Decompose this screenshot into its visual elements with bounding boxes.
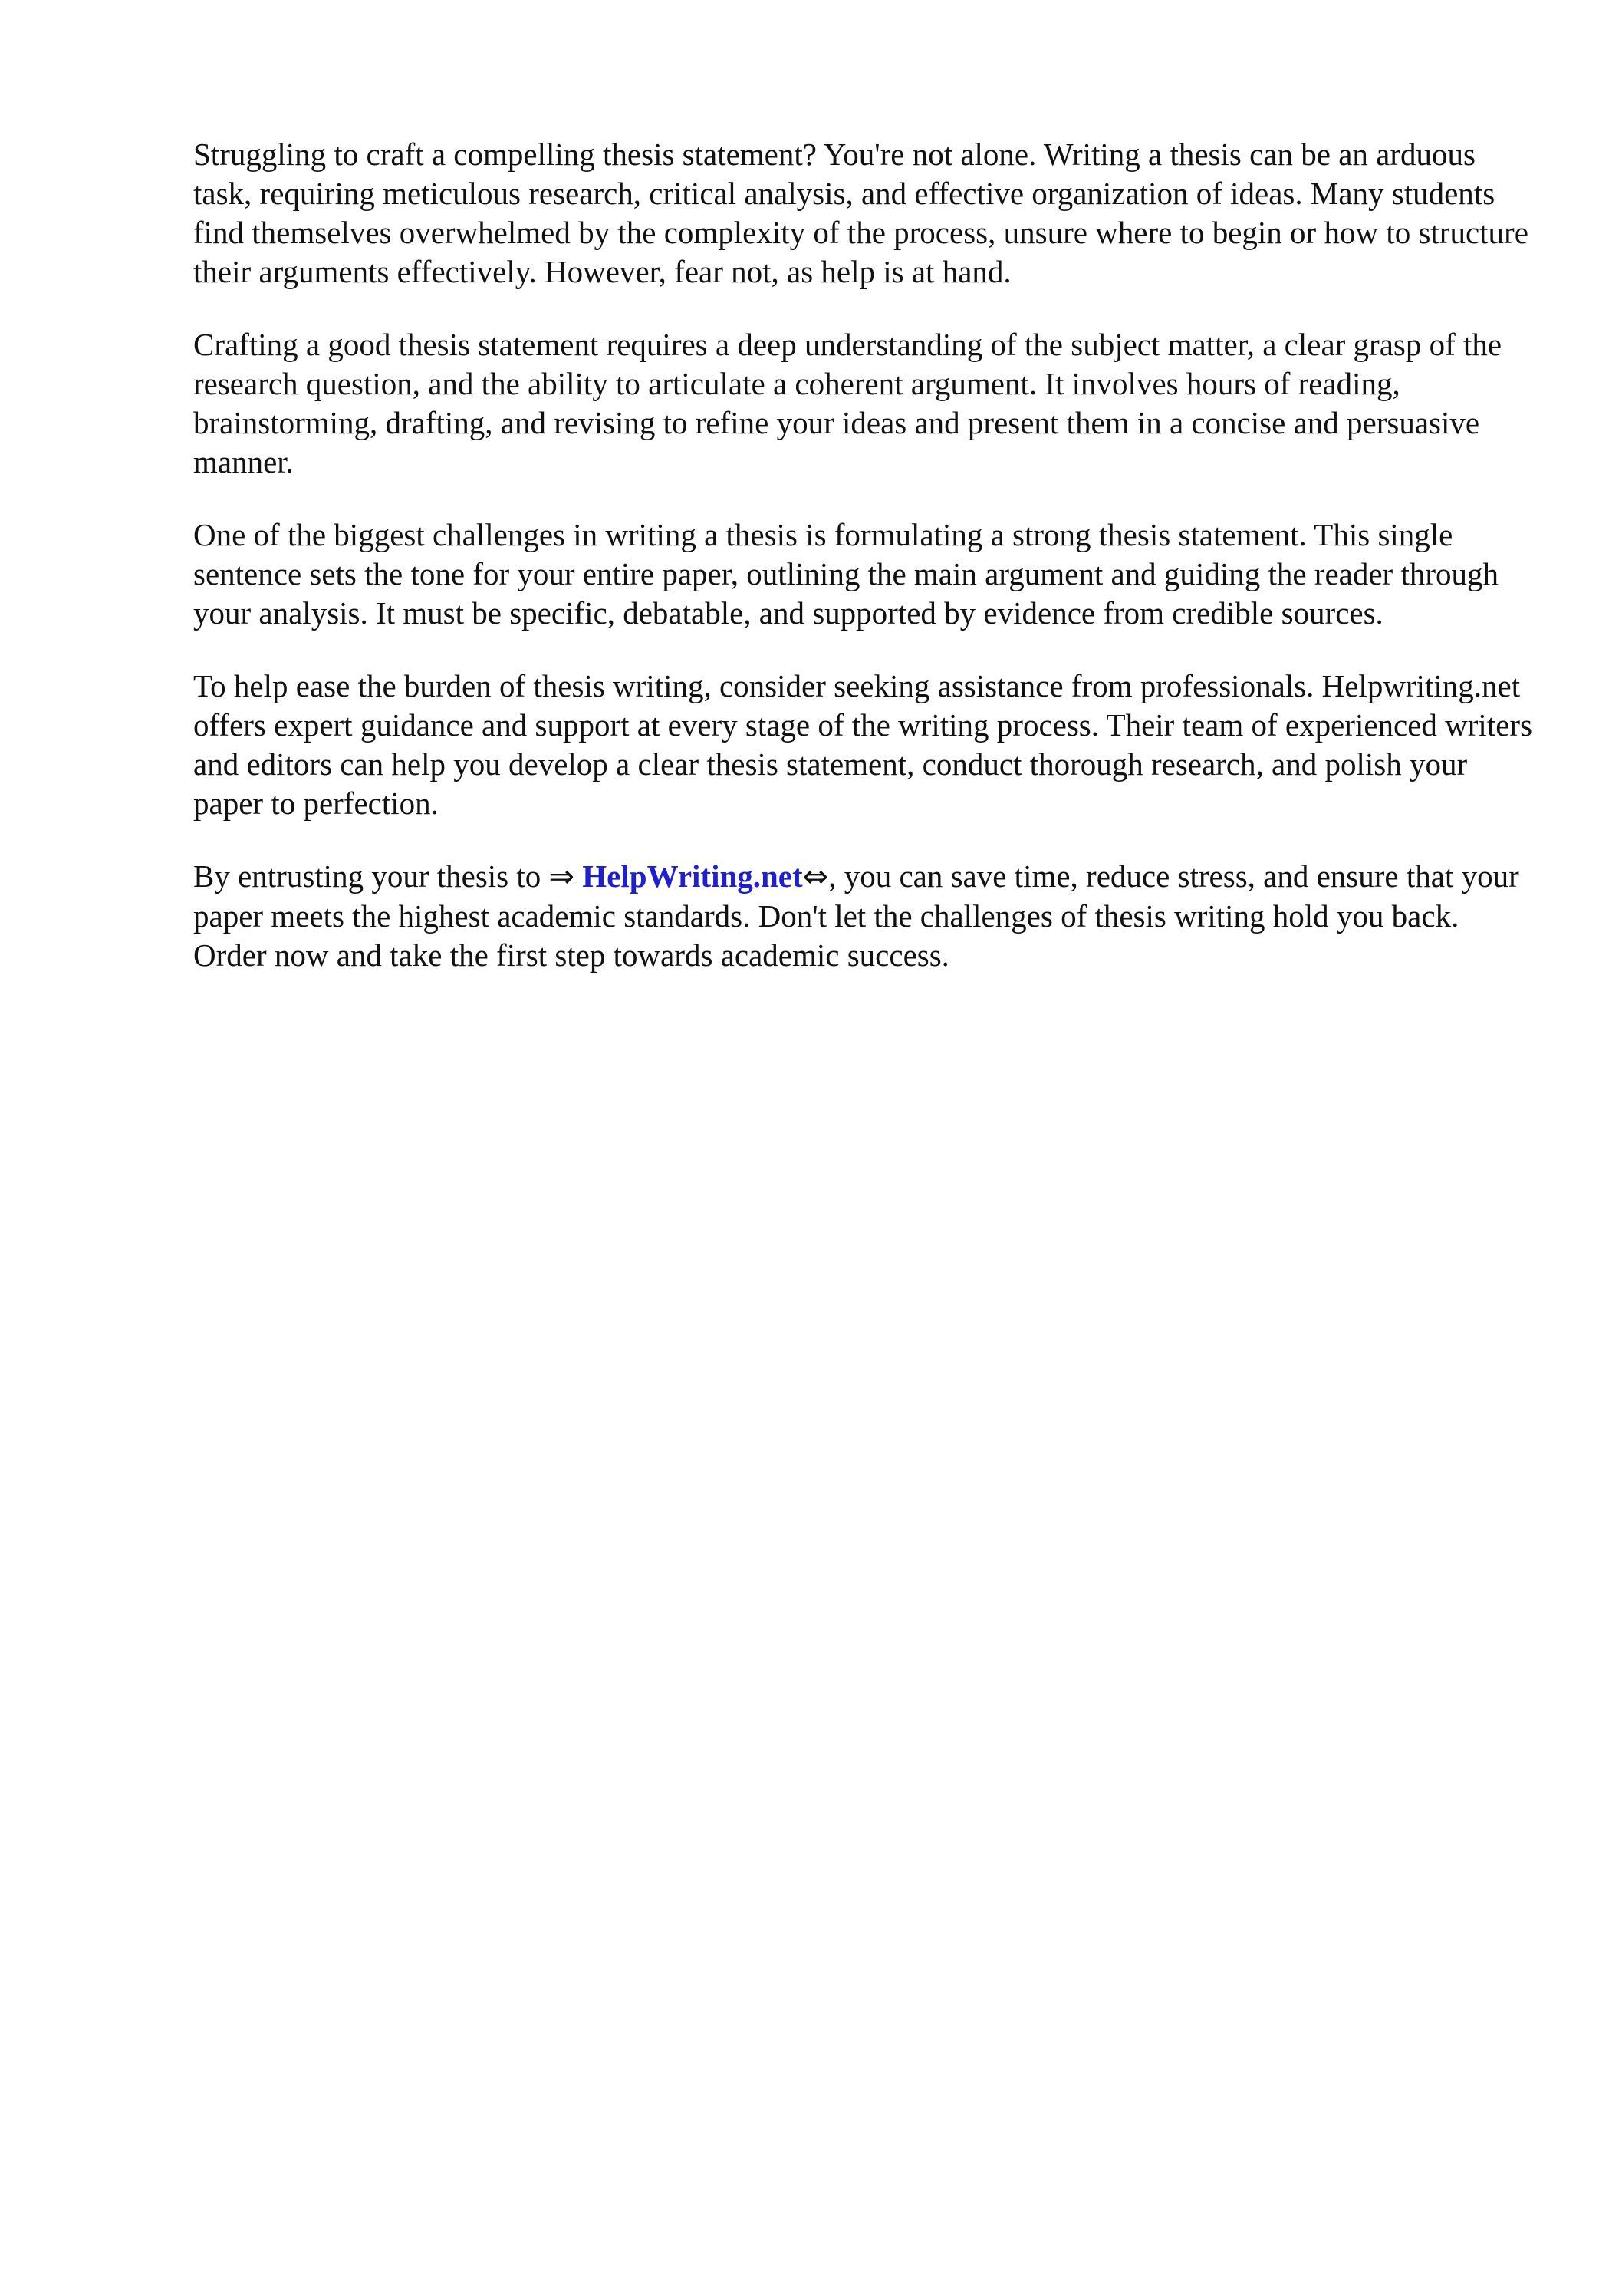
- paragraph-closing: [193, 857, 1539, 975]
- paragraph-challenges: One of the biggest challenges in writing a thesis is formulating a strong thesis statement. This single sentence sets the tone for your entire paper, outlining the main argument and guiding the reader through your analysis. It must be specific, debatable, and supported by evidence from credible sources.: [193, 517, 1499, 631]
- paragraph-intro: Struggling to craft a compelling thesis statement? You're not alone. Writing a thesis can be an arduous task, requiring meticulous research, critical analysis, and effective organization of ideas. Many students find themselves overwhelmed by the complexity of the process, unsure where to begin or how to structure their arguments effectively. However, fear not, as help is at hand.: [193, 137, 1528, 289]
- helpwriting-link[interactable]: HelpWriting.net: [582, 858, 803, 894]
- right-double-arrow-icon: ⇒: [548, 859, 575, 894]
- closing-text-before-link: By entrusting your thesis to: [193, 858, 549, 894]
- document-body: [193, 135, 1539, 1009]
- paragraph-crafting: Crafting a good thesis statement requires a deep understanding of the subject matter, a clear grasp of the research question, and the ability to articulate a coherent argument. It involves hours of reading, brainstorming, drafting, and revising to refine your ideas and present them in a concise and persuasive manner.: [193, 327, 1502, 479]
- closing-text-after-link: , you can save time, reduce stress, and ensure that your paper meets the highest academic standards. Don't let the challenges of thesis writing hold you back. Order now and take the first step towards academic success.: [193, 858, 1519, 973]
- paragraph-assistance: To help ease the burden of thesis writing, consider seeking assistance from professionals. Helpwriting.net offers expert guidance and support at every stage of the writing process. Their team of experienced writers and editors can help you develop a clear thesis statement, conduct thorough research, and polish your paper to perfection.: [193, 668, 1533, 821]
- left-right-double-arrow-icon: ⇔: [802, 859, 829, 894]
